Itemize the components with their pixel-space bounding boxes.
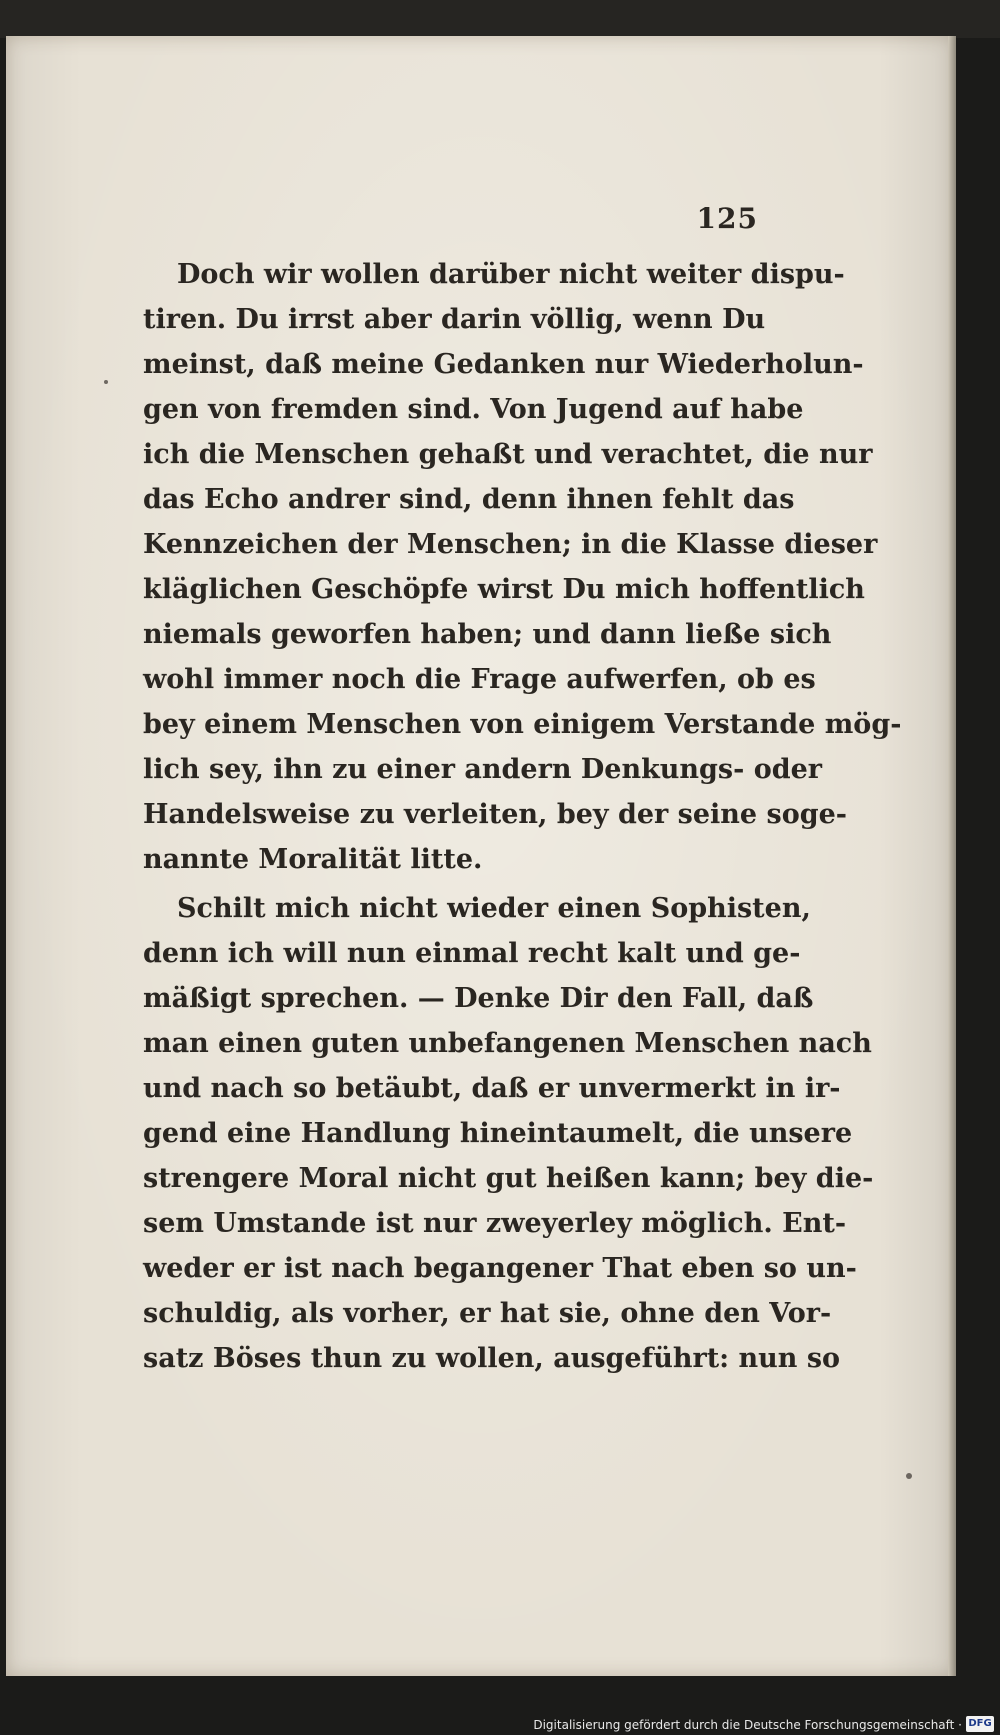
- text-line: strengere Moral nicht gut heißen kann; bey die-: [143, 1163, 874, 1194]
- text-line: bey einem Menschen von einigem Verstande mög-: [143, 709, 902, 740]
- text-line: Schilt mich nicht wieder einen Sophisten,: [177, 893, 811, 924]
- text-line: man einen guten unbefangenen Menschen nach: [143, 1028, 872, 1059]
- text-line: satz Böses thun zu wollen, ausgeführt: nun so: [143, 1343, 841, 1374]
- paragraph-1: [143, 252, 902, 882]
- paper-speck: [906, 1473, 912, 1479]
- text-line: Handelsweise zu verleiten, bey der seine soge-: [143, 799, 847, 830]
- text-line: wohl immer noch die Frage aufwerfen, ob es: [143, 664, 816, 695]
- paragraph-2: [143, 886, 874, 1381]
- page-edge: [948, 36, 956, 1676]
- page-text: [143, 252, 902, 1381]
- text-line: das Echo andrer sind, denn ihnen fehlt das: [143, 484, 795, 515]
- text-line: niemals geworfen haben; und dann ließe sich: [143, 619, 832, 650]
- text-line: Kennzeichen der Menschen; in die Klasse dieser: [143, 529, 878, 560]
- text-line: meinst, daß meine Gedanken nur Wiederholun-: [143, 349, 864, 380]
- dfg-logo: DFG: [966, 1716, 994, 1732]
- text-line: gend eine Handlung hineintaumelt, die unsere: [143, 1118, 853, 1149]
- scan-top-border: [0, 0, 1000, 38]
- text-line: mäßigt sprechen. — Denke Dir den Fall, daß: [143, 983, 814, 1014]
- text-line: tiren. Du irrst aber darin völlig, wenn Du: [143, 304, 766, 335]
- text-line: schuldig, als vorher, er hat sie, ohne den Vor-: [143, 1298, 832, 1329]
- page-number: 125: [696, 202, 758, 235]
- text-line: sem Umstande ist nur zweyerley möglich. Ent-: [143, 1208, 847, 1239]
- text-line: gen von fremden sind. Von Jugend auf habe: [143, 394, 804, 425]
- text-line: Doch wir wollen darüber nicht weiter dispu-: [177, 259, 845, 290]
- text-line: kläglichen Geschöpfe wirst Du mich hoffentlich: [143, 574, 865, 605]
- text-line: weder er ist nach begangener That eben so un-: [143, 1253, 857, 1284]
- paper-speck: [104, 380, 108, 384]
- text-line: ich die Menschen gehaßt und verachtet, die nur: [143, 439, 873, 470]
- digitization-credit: Digitalisierung gefördert durch die Deutsche Forschungsgemeinschaft ·: [533, 1718, 962, 1732]
- text-line: nannte Moralität litte.: [143, 844, 483, 875]
- text-line: denn ich will nun einmal recht kalt und ge-: [143, 938, 801, 969]
- text-line: lich sey, ihn zu einer andern Denkungs- oder: [143, 754, 823, 785]
- text-line: und nach so betäubt, daß er unvermerkt in ir-: [143, 1073, 841, 1104]
